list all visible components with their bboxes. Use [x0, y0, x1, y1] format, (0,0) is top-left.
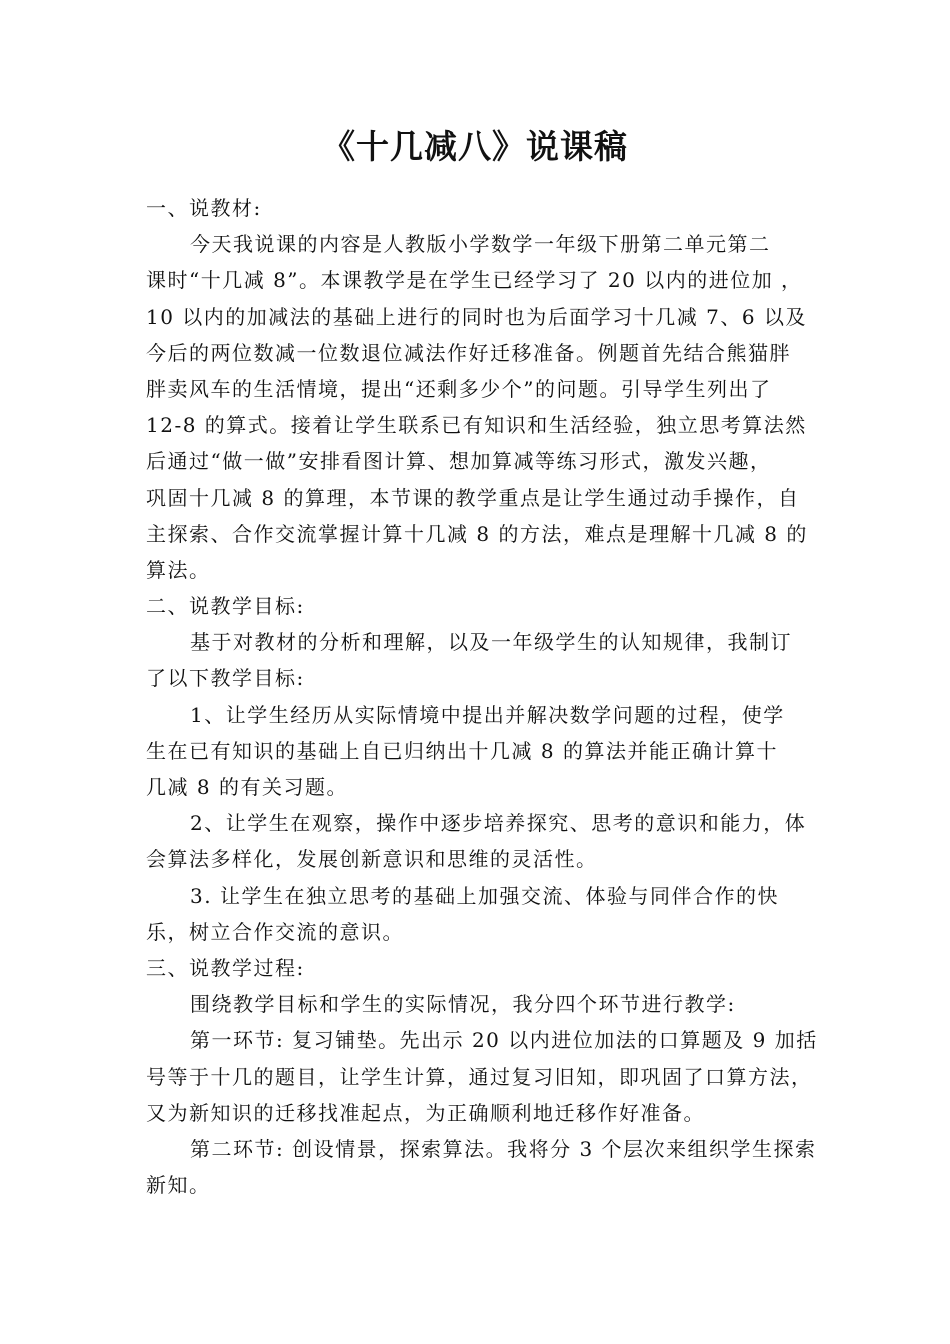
text-line: 1、让学生经历从实际情境中提出并解决数学问题的过程，使学	[190, 702, 785, 727]
text-line: 12-8 的算式。接着让学生联系已有知识和生活经验，独立思考算法然	[146, 413, 807, 438]
text-line: 围绕教学目标和学生的实际情况，我分四个环节进行教学:	[190, 992, 736, 1017]
text-line: 基于对教材的分析和理解，以及一年级学生的认知规律，我制订	[190, 630, 792, 655]
text-line: 后通过“做一做”安排看图计算、想加算减等练习形式，激发兴趣，	[146, 449, 772, 474]
text-line: 三、说教学过程:	[146, 955, 305, 980]
text-line: 10 以内的加减法的基础上进行的同时也为后面学习十几减 7、6 以及	[146, 304, 807, 329]
text-line: 几减 8 的有关习题。	[146, 775, 348, 799]
text-line: 巩固十几减 8 的算理，本节课的教学重点是让学生通过动手操作，自	[146, 485, 800, 510]
text-line: 第一环节: 复习铺垫。先出示 20 以内进位加法的口算题及 9 加括	[190, 1028, 818, 1053]
text-line: 了以下教学目标:	[146, 666, 305, 691]
text-line: 胖卖风车的生活情境，提出“还剩多少个”的问题。引导学生列出了	[146, 376, 772, 401]
text-line: 主探索、合作交流掌握计算十几减 8 的方法，难点是理解十几减 8 的	[146, 521, 808, 546]
text-line: 课时“十几减 8”。本课教学是在学生已经学习了 20 以内的进位加 ，	[146, 268, 803, 293]
text-line: 今天我说课的内容是人教版小学数学一年级下册第二单元第二	[190, 232, 771, 257]
text-line: 2、让学生在观察，操作中逐步培养探究、思考的意识和能力，体	[190, 811, 807, 836]
text-line: 会算法多样化，发展创新意识和思维的灵活性。	[146, 847, 598, 872]
text-line: 乐，树立合作交流的意识。	[146, 919, 404, 944]
text-line: 3. 让学生在独立思考的基础上加强交流、体验与同伴合作的快	[190, 883, 779, 908]
text-line: 又为新知识的迁移找准起点，为正确顺利地迁移作好准备。	[146, 1100, 705, 1125]
text-line: 二、说教学目标:	[146, 594, 305, 619]
text-line: 今后的两位数减一位数退位减法作好迁移准备。例题首先结合熊猫胖	[146, 340, 791, 365]
text-line: 第二环节: 创设情景，探索算法。我将分 3 个层次来组织学生探索	[190, 1136, 817, 1161]
document-title: 《十几减八》说课稿	[322, 127, 628, 166]
text-line: 号等于十几的题目，让学生计算，通过复习旧知，即巩固了口算方法，	[146, 1064, 813, 1089]
text-line: 算法。	[146, 557, 211, 582]
document-body	[146, 190, 818, 1203]
text-line: 新知。	[146, 1173, 211, 1198]
text-line: 一、说教材:	[146, 196, 262, 220]
text-line: 生在已有知识的基础上自已归纳出十几减 8 的算法并能正确计算十	[146, 738, 778, 763]
